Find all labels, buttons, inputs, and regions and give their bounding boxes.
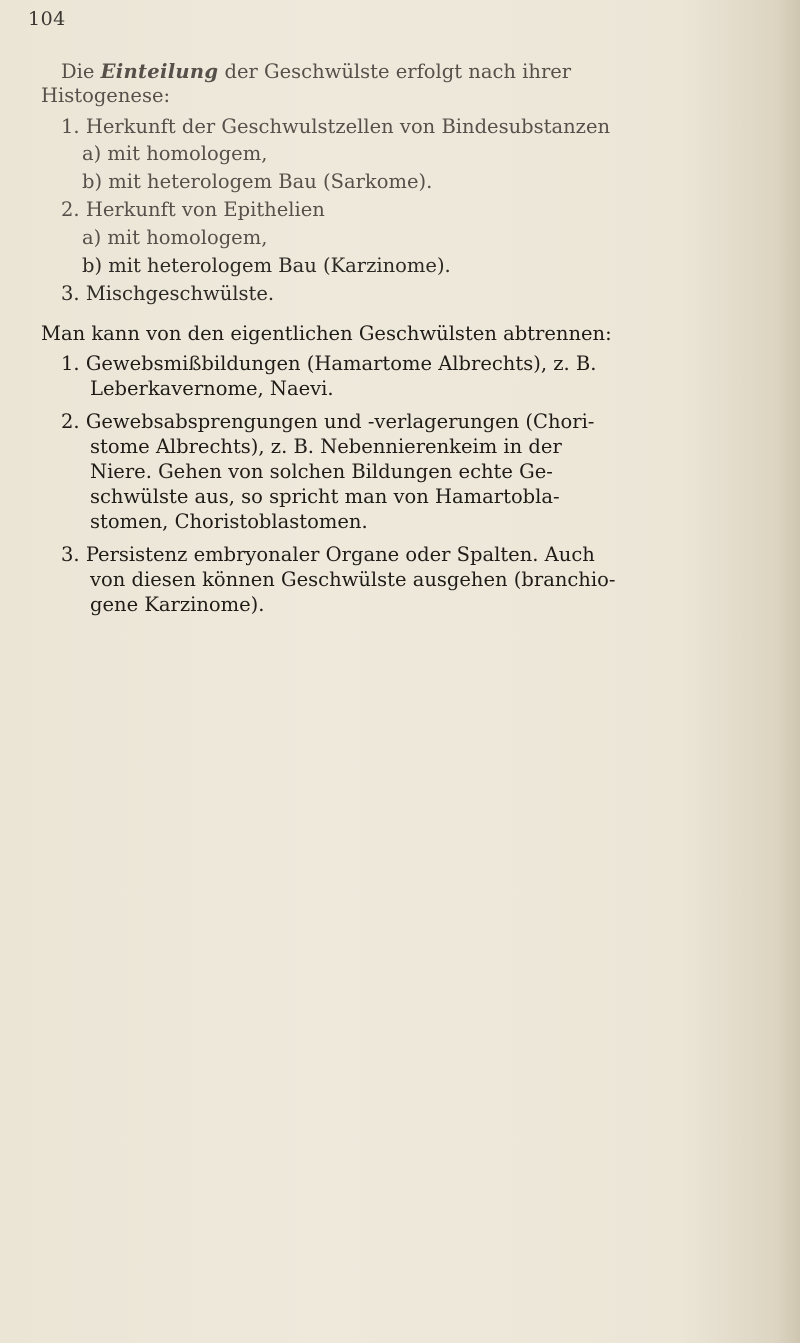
- separation-item-3-line-3: gene Karzinome).: [90, 593, 265, 616]
- item-text: Gewebsmißbildungen (Hamartome Albrechts), z. B.: [85, 352, 597, 375]
- item-text: Mischgeschwülste.: [85, 282, 275, 305]
- separation-item-1-line-2: Leberkavernome, Naevi.: [90, 377, 334, 400]
- histogenesis-item-2: [61, 198, 325, 222]
- separation-item-2-line-4: schwülste aus, so spricht man von Hamartobla-: [90, 485, 560, 508]
- histogenesis-item-1: [61, 115, 610, 139]
- item-text: Herkunft von Epithelien: [85, 198, 325, 221]
- separation-item-3-line-1: [61, 543, 595, 567]
- intro-word-die: Die: [61, 60, 95, 83]
- item-text: Gewebsabsprengungen und -verlagerungen (Chori-: [85, 410, 595, 433]
- intro-line-2: Histogenese:: [41, 84, 171, 107]
- separation-item-2-line-5: stomen, Choristoblastomen.: [90, 510, 368, 533]
- separation-item-3-line-2: von diesen können Geschwülste ausgehen (branchio-: [90, 568, 616, 591]
- item-number: 1.: [61, 115, 80, 138]
- item-number: 3.: [61, 543, 80, 566]
- separation-item-2-line-3: Niere. Gehen von solchen Bildungen echte Ge-: [90, 460, 553, 483]
- intro-rest: der Geschwülste erfolgt nach ihrer: [224, 60, 572, 83]
- item-number: 2.: [61, 198, 80, 221]
- histogenesis-subitem-2a: a) mit homologem,: [82, 226, 268, 249]
- item-text: Persistenz embryonaler Organe oder Spalten. Auch: [85, 543, 595, 566]
- separation-intro: Man kann von den eigentlichen Geschwülsten abtrennen:: [41, 322, 612, 345]
- intro-emphasis: Einteilung: [100, 60, 219, 83]
- histogenesis-subitem-1b: b) mit heterologem Bau (Sarkome).: [82, 170, 433, 193]
- histogenesis-item-3: [61, 282, 274, 306]
- item-text: Herkunft der Geschwulstzellen von Bindesubstanzen: [85, 115, 611, 138]
- histogenesis-subitem-2b: b) mit heterologem Bau (Karzinome).: [82, 254, 451, 277]
- separation-item-2-line-1: [61, 410, 594, 434]
- separation-item-2-line-2: stome Albrechts), z. B. Nebennierenkeim in der: [90, 435, 562, 458]
- histogenesis-subitem-1a: a) mit homologem,: [82, 142, 268, 165]
- item-number: 1.: [61, 352, 80, 375]
- item-number: 2.: [61, 410, 80, 433]
- page-number: 104: [28, 8, 66, 30]
- item-number: 3.: [61, 282, 80, 305]
- intro-line-1: [61, 60, 571, 84]
- separation-item-1-line-1: [61, 352, 596, 376]
